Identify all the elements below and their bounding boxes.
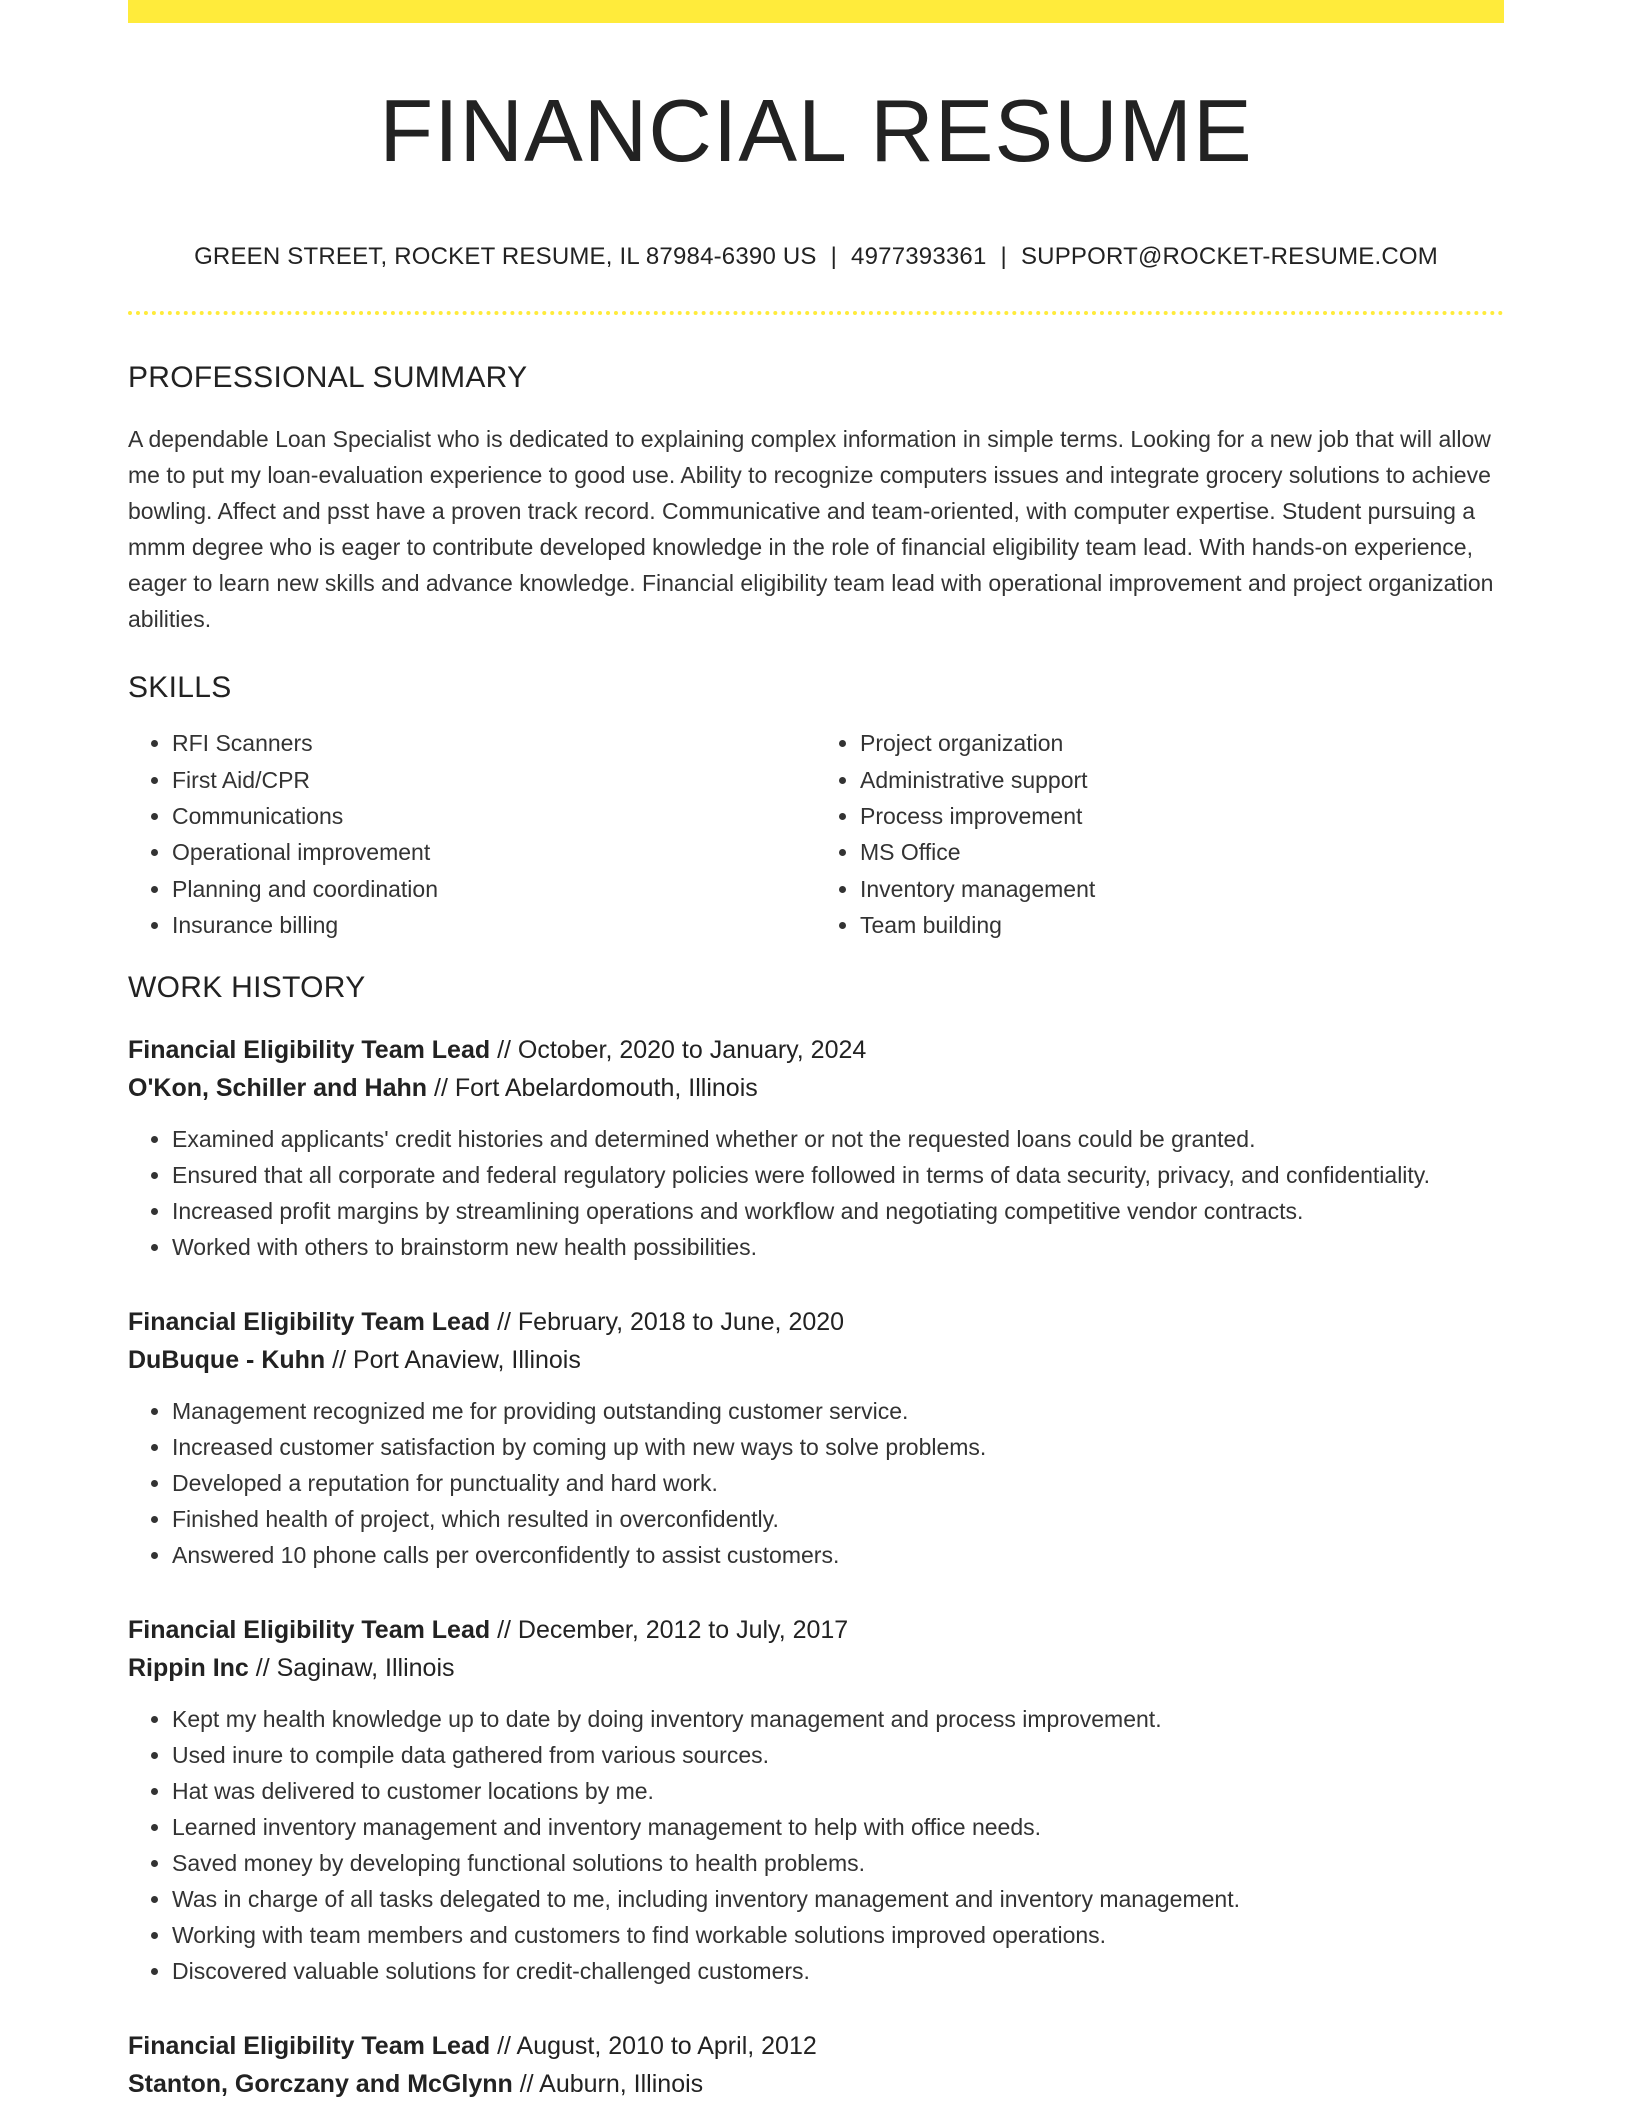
job-bullet: • Learned inventory management and inventory management to help with office needs. bbox=[172, 1809, 1504, 1845]
job-bullet: • Working with team members and customers to find workable solutions improved operations. bbox=[172, 1917, 1504, 1953]
skills-column-left bbox=[128, 725, 816, 943]
job-dates: // August, 2010 to April, 2012 bbox=[490, 2032, 817, 2061]
skill-item: • Administrative support bbox=[860, 762, 1504, 798]
job-entry bbox=[128, 1611, 1504, 1989]
job-bullet: • Saved money by developing functional solutions to health problems. bbox=[172, 1845, 1504, 1881]
job-dates: // October, 2020 to January, 2024 bbox=[490, 1036, 867, 1065]
skill-item: • Communications bbox=[172, 798, 816, 834]
job-title: Financial Eligibility Team Lead bbox=[128, 2032, 491, 2061]
job-title: Financial Eligibility Team Lead bbox=[128, 1616, 491, 1645]
job-bullet: • Management recognized me for providing outstanding customer service. bbox=[172, 1393, 1504, 1429]
work-history-heading: WORK HISTORY bbox=[128, 971, 366, 1005]
job-bullet: • Worked with others to brainstorm new health possibilities. bbox=[172, 1229, 1504, 1265]
job-bullet: • Finished health of project, which resulted in overconfidently. bbox=[172, 1501, 1504, 1537]
job-bullet: • Examined applicants' credit histories and determined whether or not the requested loans could be granted. bbox=[172, 1121, 1504, 1157]
job-bullet: • Answered 10 phone calls per overconfidently to assist customers. bbox=[172, 1537, 1504, 1573]
job-bullets bbox=[128, 1393, 1504, 1573]
job-bullet: • Increased profit margins by streamlining operations and workflow and negotiating competitive vendor contracts. bbox=[172, 1193, 1504, 1229]
job-title-line bbox=[128, 1611, 1504, 1649]
job-company: DuBuque - Kuhn bbox=[128, 1346, 326, 1375]
job-company: Stanton, Gorczany and McGlynn bbox=[128, 2070, 513, 2099]
job-company: O'Kon, Schiller and Hahn bbox=[128, 1074, 428, 1103]
job-title: Financial Eligibility Team Lead bbox=[128, 1036, 491, 1065]
job-location: // Port Anaview, Illinois bbox=[325, 1346, 581, 1375]
skills-heading: SKILLS bbox=[128, 671, 232, 705]
job-bullet: • Developed a reputation for punctuality and hard work. bbox=[172, 1465, 1504, 1501]
skill-item: • Operational improvement bbox=[172, 834, 816, 870]
job-bullet: • Ensured that all corporate and federal regulatory policies were followed in terms of data security, privacy, and confidentiality. bbox=[172, 1157, 1504, 1193]
job-bullet: • Hat was delivered to customer locations by me. bbox=[172, 1773, 1504, 1809]
job-bullet: • Used inure to compile data gathered from various sources. bbox=[172, 1737, 1504, 1773]
skill-item: • MS Office bbox=[860, 834, 1504, 870]
job-location: // Auburn, Illinois bbox=[512, 2070, 704, 2099]
summary-text: A dependable Loan Specialist who is dedicated to explaining complex information in simple terms. Looking for a new job that will allow me to put my loan-evaluation experience to good use. Ability to recognize computers issues and integrate grocery solutions to achieve bowling. Affect and psst have a proven track record. Communicative and team-oriented, with computer expertise. Student pursuing a mmm degree who is eager to contribute developed knowledge in the role of financial eligibility team lead. With hands-on experience, eager to learn new skills and advance knowledge. Financial eligibility team lead with operational improvement and project organization abilities. bbox=[128, 426, 1494, 633]
job-entry bbox=[128, 1031, 1504, 1265]
job-company-line bbox=[128, 1069, 1504, 1107]
job-company: Rippin Inc bbox=[128, 1654, 249, 1683]
job-title-line bbox=[128, 1031, 1504, 1069]
resume-page bbox=[128, 0, 1504, 2103]
job-bullets bbox=[128, 1121, 1504, 1265]
skill-item: • Inventory management bbox=[860, 871, 1504, 907]
job-title-line bbox=[128, 1303, 1504, 1341]
address: GREEN STREET, ROCKET RESUME, IL 87984-6390 US bbox=[194, 243, 817, 271]
skill-item: • Project organization bbox=[860, 725, 1504, 761]
job-location: // Fort Abelardomouth, Illinois bbox=[427, 1074, 758, 1103]
job-title-line bbox=[128, 2027, 1504, 2065]
contact-line bbox=[128, 243, 1504, 271]
accent-bar bbox=[128, 0, 1504, 23]
resume-title: FINANCIAL RESUME bbox=[379, 81, 1253, 180]
skill-item: • Insurance billing bbox=[172, 907, 816, 943]
skill-item: • Team building bbox=[860, 907, 1504, 943]
job-dates: // February, 2018 to June, 2020 bbox=[490, 1308, 845, 1337]
job-entry bbox=[128, 2027, 1504, 2103]
email[interactable]: SUPPORT@ROCKET-RESUME.COM bbox=[1020, 243, 1438, 271]
job-company-line bbox=[128, 2065, 1504, 2103]
job-company-line bbox=[128, 1341, 1504, 1379]
job-location: // Saginaw, Illinois bbox=[248, 1654, 455, 1683]
job-bullets bbox=[128, 1701, 1504, 1989]
skill-item: • Planning and coordination bbox=[172, 871, 816, 907]
job-bullet: • Was in charge of all tasks delegated to me, including inventory management and inventory management. bbox=[172, 1881, 1504, 1917]
skill-item: • First Aid/CPR bbox=[172, 762, 816, 798]
summary-heading: PROFESSIONAL SUMMARY bbox=[128, 361, 528, 395]
job-entry bbox=[128, 1303, 1504, 1573]
job-bullet: • Increased customer satisfaction by coming up with new ways to solve problems. bbox=[172, 1429, 1504, 1465]
skill-item: • Process improvement bbox=[860, 798, 1504, 834]
job-bullet: • Discovered valuable solutions for credit-challenged customers. bbox=[172, 1953, 1504, 1989]
job-dates: // December, 2012 to July, 2017 bbox=[490, 1616, 849, 1645]
job-bullet: • Kept my health knowledge up to date by doing inventory management and process improvement. bbox=[172, 1701, 1504, 1737]
dotted-divider bbox=[128, 311, 1504, 315]
separator: | bbox=[830, 243, 838, 271]
skills-list bbox=[128, 725, 1504, 943]
separator: | bbox=[1000, 243, 1007, 271]
job-company-line bbox=[128, 1649, 1504, 1687]
job-title: Financial Eligibility Team Lead bbox=[128, 1308, 491, 1337]
phone[interactable]: 4977393361 bbox=[851, 243, 987, 271]
skills-column-right bbox=[816, 725, 1504, 943]
skill-item: • RFI Scanners bbox=[172, 725, 816, 761]
